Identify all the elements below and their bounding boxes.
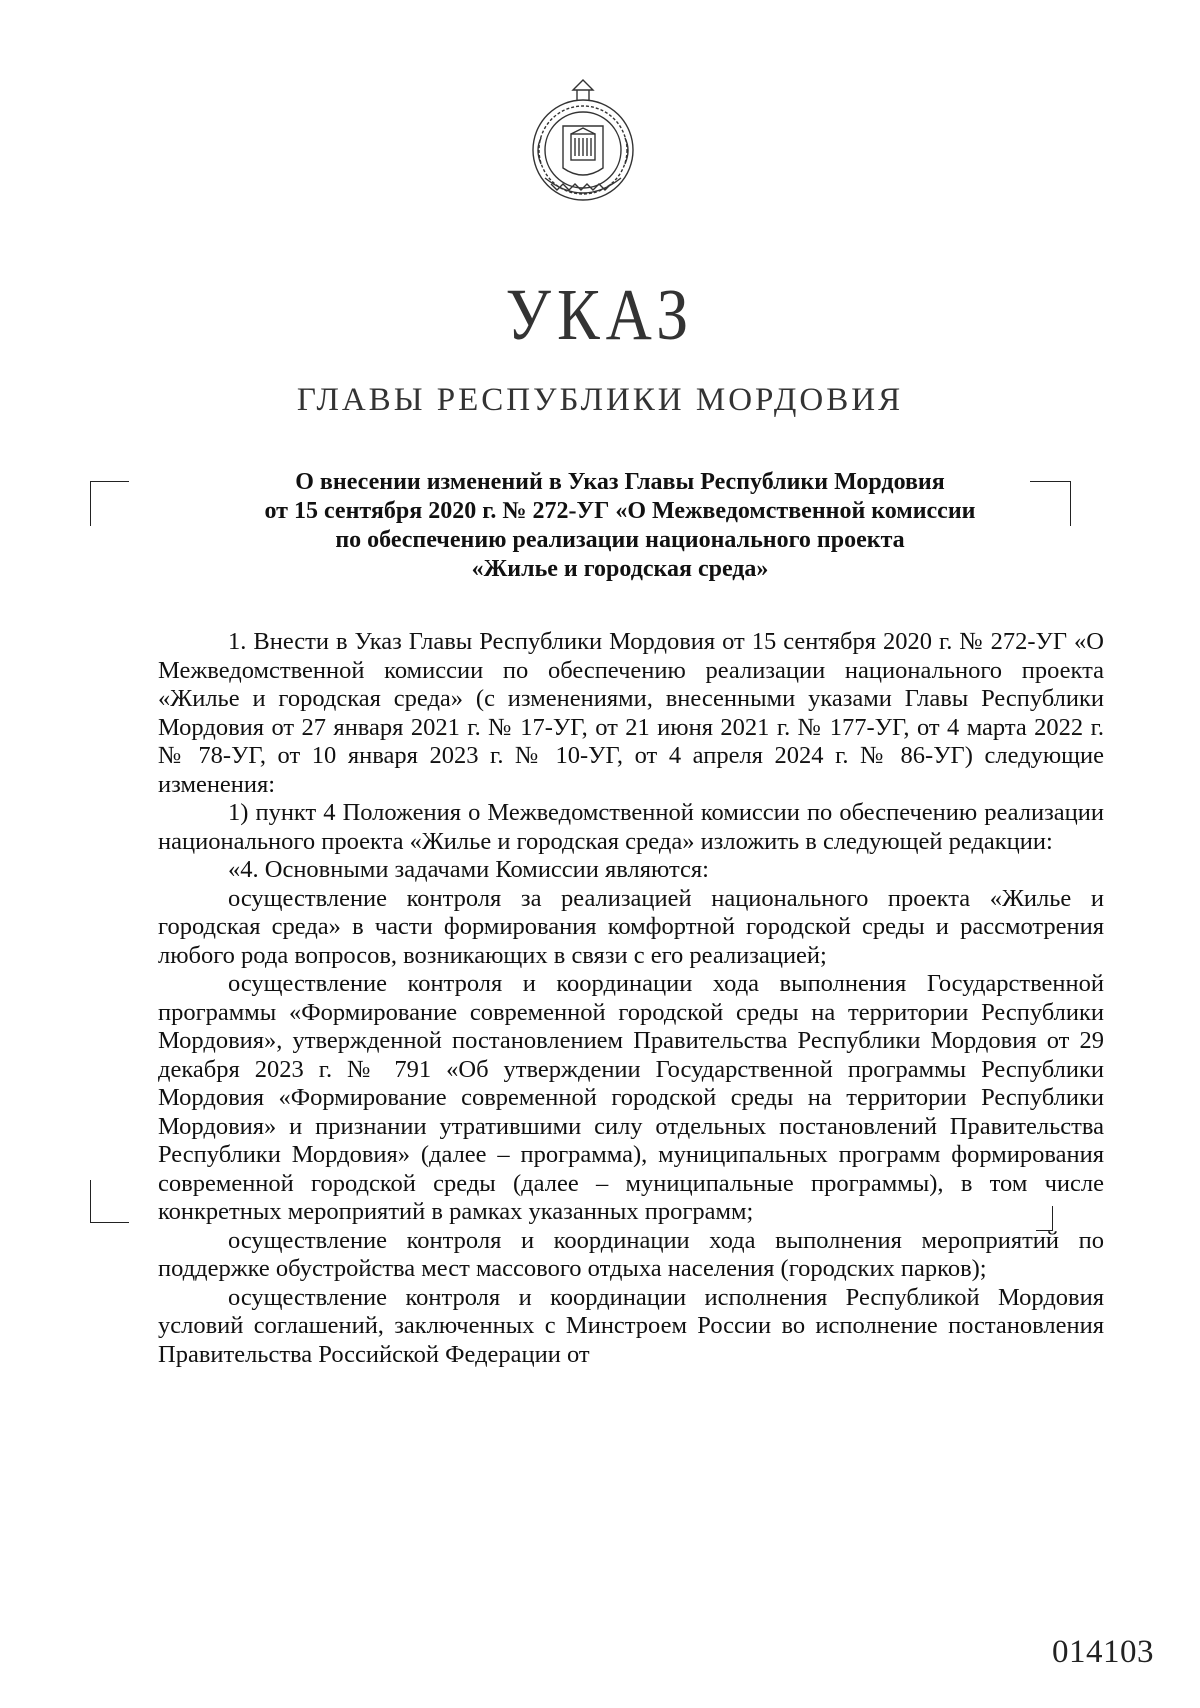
- title-line: от 15 сентября 2020 г. № 272-УГ «О Межведомственной комиссии: [264, 498, 976, 524]
- issuer-heading: ГЛАВЫ РЕСПУБЛИКИ МОРДОВИЯ: [296, 382, 904, 418]
- body-paragraph: осуществление контроля и координации хода выполнения Государственной программы «Формирование современной городской среды на территории Республики Мордовия», утвержденной постановлением Правительства Республики Мордовия от 29 декабря 2023 г. № 791 «Об утверждении Государственной программы Республики Мордовия «Формирование современной городской среды на территории Республики Мордовия» и признании утратившими силу отдельных постановлений Правительства Республики Мордовия» (далее – программа), муниципальных программ формирования современной городской среды (далее – муниципальные программы), в том числе конкретных мероприятий в рамках указанных программ;: [158, 970, 1104, 1225]
- bracket-bottom-left: [90, 1180, 129, 1223]
- body-paragraph: 1. Внести в Указ Главы Республики Мордовия от 15 сентября 2020 г. № 272-УГ «О Межведомственной комиссии по обеспечению реализации национального проекта «Жилье и городская среда» (с изменениями, внесенными указами Главы Республики Мордовия от 27 января 2021 г. № 17-УГ, от 21 июня 2021 г. № 177-УГ, от 4 марта 2022 г. № 78-УГ, от 10 января 2023 г. № 10-УГ, от 4 апреля 2024 г. № 86-УГ) следующие изменения:: [158, 628, 1104, 798]
- title-line: О внесении изменений в Указ Главы Республики Мордовия: [295, 469, 945, 495]
- coat-of-arms-icon: [521, 78, 645, 216]
- body-paragraph: «4. Основными задачами Комиссии являются:: [228, 856, 709, 883]
- body-paragraph: осуществление контроля и координации хода выполнения мероприятий по поддержке обустройства мест массового отдыха населения (городских парков);: [158, 1226, 1104, 1282]
- title-line: по обеспечению реализации национального проекта: [335, 527, 905, 553]
- body-paragraph: осуществление контроля и координации исполнения Республикой Мордовия условий соглашений, заключенных с Минстроем России во исполнение постановления Правительства Российской Федерации от: [158, 1283, 1104, 1368]
- page-number: 014103: [1052, 1634, 1154, 1670]
- bracket-bottom-right: [1036, 1206, 1053, 1231]
- title-line: «Жилье и городская среда»: [471, 556, 769, 582]
- body-paragraph: осуществление контроля за реализацией национального проекта «Жилье и городская среда» в части формирования комфортной городской среды и рассмотрения любого рода вопросов, возникающих в связи с его реализацией;: [158, 884, 1104, 969]
- title-bracket-top-left: [90, 481, 129, 526]
- document-body: [158, 628, 1104, 1369]
- document-title: [200, 468, 1040, 584]
- body-paragraph: 1) пункт 4 Положения о Межведомственной комиссии по обеспечению реализации национального проекта «Жилье и городская среда» изложить в следующей редакции:: [158, 799, 1104, 855]
- document-type-heading: УКАЗ: [505, 273, 695, 356]
